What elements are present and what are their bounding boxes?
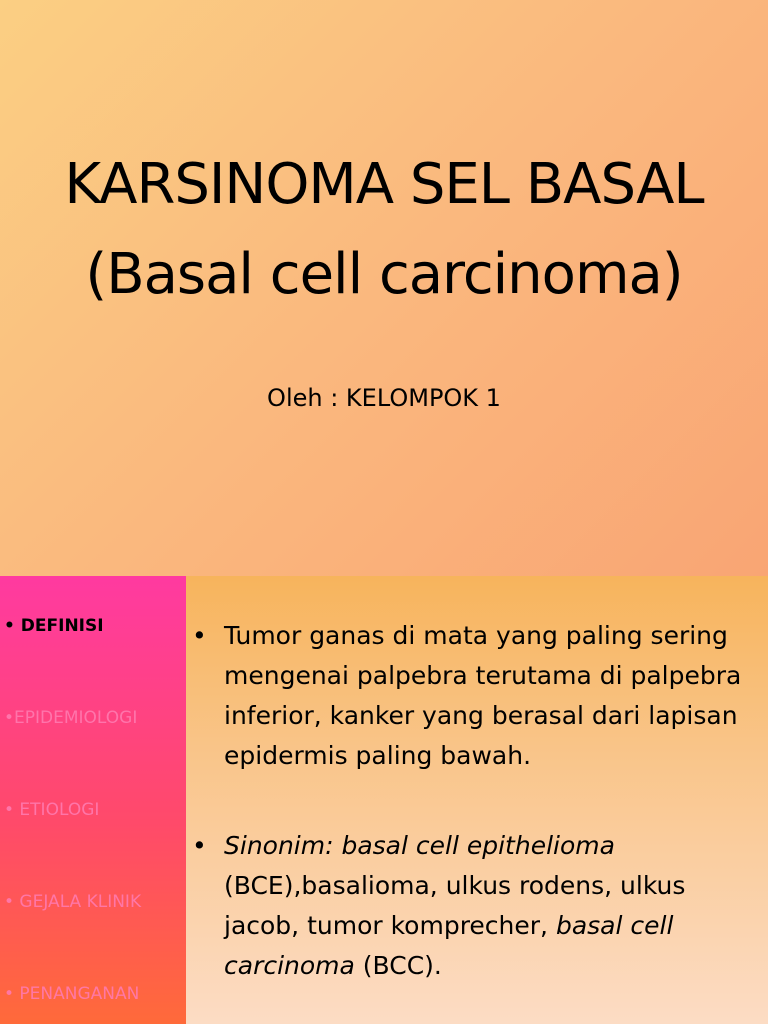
nav-item-definisi[interactable]: • DEFINISI xyxy=(4,616,104,636)
bullet-synonyms xyxy=(192,826,760,986)
synonym-term: basal cell carcinoma xyxy=(224,911,674,980)
title-line-1: KARSINOMA SEL BASAL xyxy=(64,152,704,217)
synonym-abbrev: (BCC). xyxy=(354,951,442,980)
slide-subtitle: Oleh : KELOMPOK 1 xyxy=(267,384,501,412)
content-slide xyxy=(0,576,768,1024)
bullet-dot-icon: • xyxy=(192,831,207,860)
bullet-definition xyxy=(192,616,760,776)
title-line-2: (Basal cell carcinoma) xyxy=(85,242,683,307)
definition-text: Tumor ganas di mata yang paling sering mengenai palpebra terutama di palpebra inferior, kanker yang berasal dari lapisan epidermis paling bawah. xyxy=(224,621,742,770)
nav-item-gejala-klinik[interactable]: • GEJALA KLINIK xyxy=(4,892,142,912)
synonym-text: (BCE),basalioma, ulkus rodens, ulkus jacob, tumor komprecher, xyxy=(224,871,686,940)
nav-item-epidemiologi[interactable]: •EPIDEMIOLOGI xyxy=(4,708,138,728)
synonym-label: Sinonim: basal cell epithelioma xyxy=(224,831,615,860)
nav-item-etiologi[interactable]: • ETIOLOGI xyxy=(4,800,100,820)
slide-content xyxy=(192,616,760,986)
sidebar-nav xyxy=(0,576,186,1024)
slide-title xyxy=(0,140,768,320)
nav-item-penanganan[interactable]: • PENANGANAN xyxy=(4,984,140,1004)
bullet-dot-icon: • xyxy=(192,621,207,650)
